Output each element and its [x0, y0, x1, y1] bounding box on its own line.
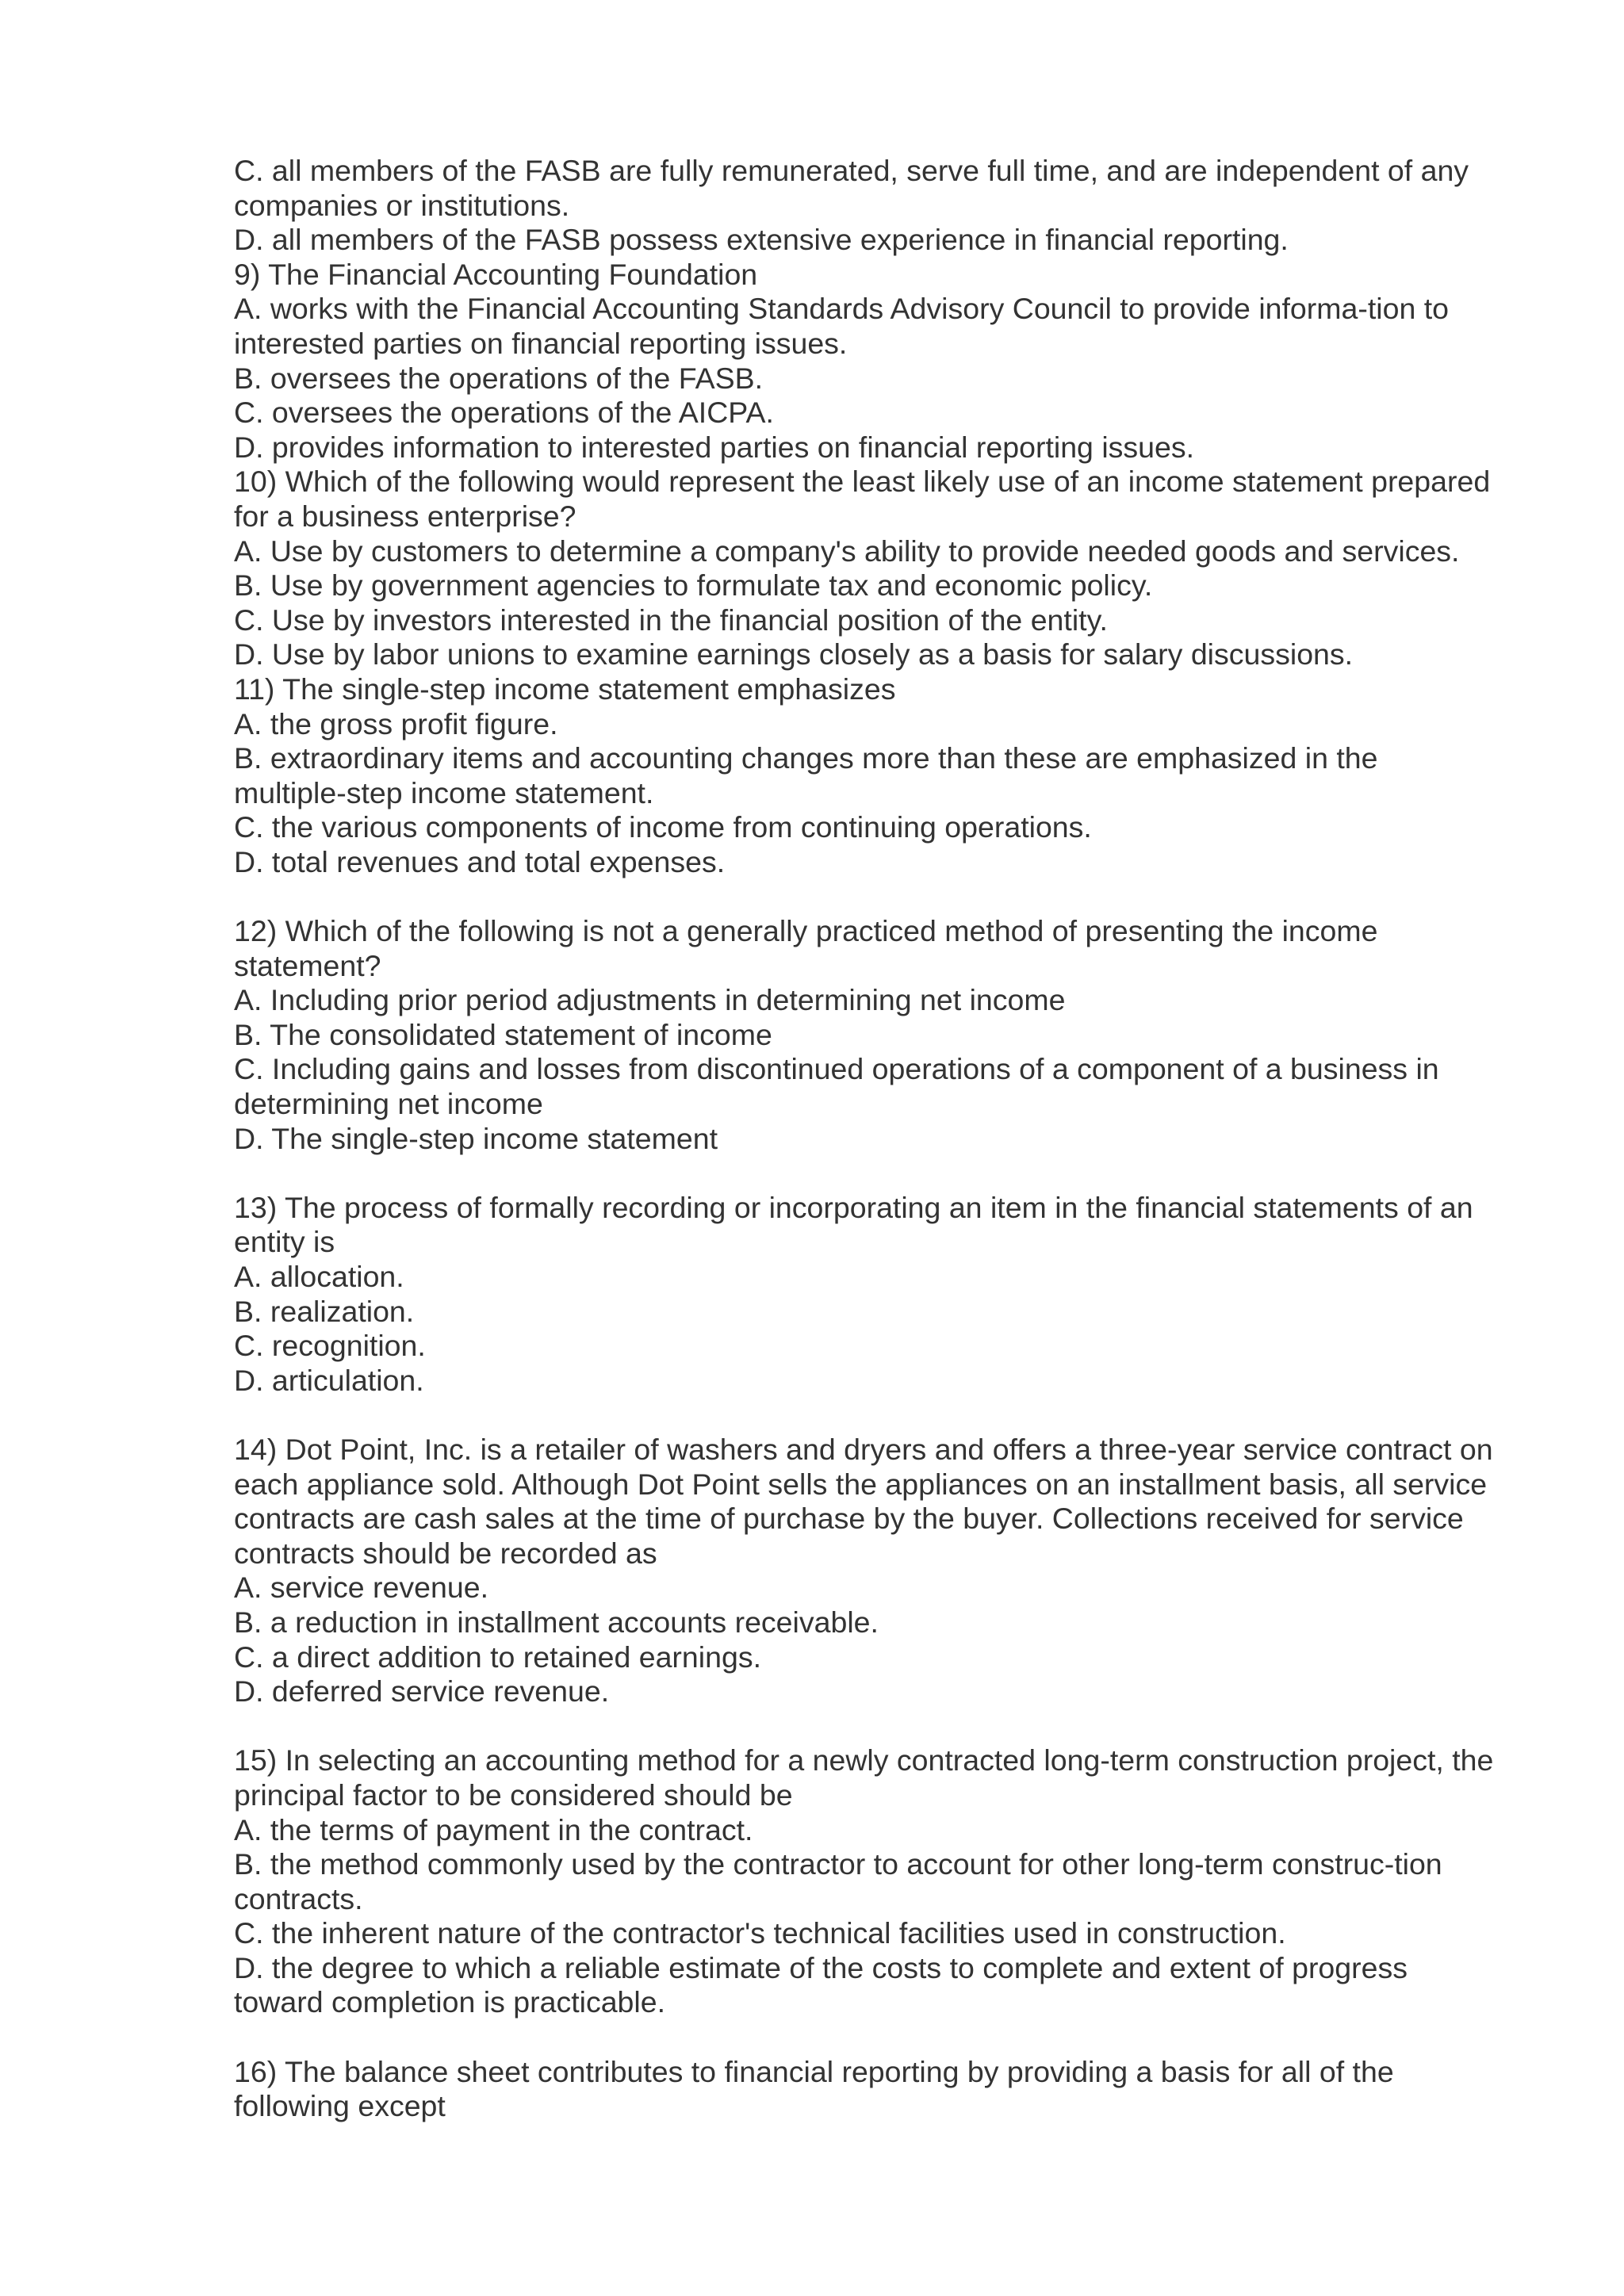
text-line: D. total revenues and total expenses. [234, 844, 726, 878]
document-body [234, 154, 1534, 2124]
text-line: C. all members of the FASB are fully remunerated, serve full time, and are independent of any [234, 154, 1469, 187]
text-line: toward completion is practicable. [234, 1985, 666, 2019]
text-line: each appliance sold. Although Dot Point sells the appliances on an installment basis, all service [234, 1467, 1488, 1501]
paragraph-gap [234, 1398, 1534, 1433]
text-line: A. Use by customers to determine a company's ability to provide needed goods and services. [234, 534, 1460, 568]
question-block [234, 1433, 1534, 1709]
text-line: D. Use by labor unions to examine earnings closely as a basis for salary discussions. [234, 637, 1354, 672]
text-line: D. deferred service revenue. [234, 1674, 610, 1709]
question-block [234, 1743, 1534, 2020]
text-line: D. the degree to which a reliable estimate of the costs to complete and extent of progress [234, 1950, 1408, 1984]
text-line: 9) The Financial Accounting Foundation [234, 257, 758, 291]
question-block [234, 1191, 1534, 1399]
text-line: 14) Dot Point, Inc. is a retailer of washers and dryers and offers a three-year service contract on [234, 1432, 1493, 1466]
text-line: 10) Which of the following would represent the least likely use of an income statement prepared [234, 465, 1491, 499]
text-line: 11) The single-step income statement emphasizes [234, 672, 896, 706]
text-line: 15) In selecting an accounting method for a newly contracted long-term construction project, the [234, 1743, 1494, 1777]
text-line: A. Including prior period adjustments in determining net income [234, 983, 1066, 1017]
text-line: 13) The process of formally recording or incorporating an item in the financial statements of an [234, 1190, 1473, 1224]
question-block [234, 2055, 1534, 2124]
text-line: B. extraordinary items and accounting changes more than these are emphasized in the [234, 741, 1378, 775]
question-block [234, 914, 1534, 1156]
text-line: C. Including gains and losses from discontinued operations of a component of a business in [234, 1052, 1439, 1086]
text-line: multiple-step income statement. [234, 775, 654, 809]
text-line: following except [234, 2089, 446, 2123]
text-line: C. the various components of income from continuing operations. [234, 810, 1092, 844]
question-block [234, 154, 1534, 879]
text-line: 12) Which of the following is not a generally practiced method of presenting the income [234, 914, 1378, 948]
text-line: contracts should be recorded as [234, 1536, 657, 1570]
text-line: B. oversees the operations of the FASB. [234, 361, 764, 395]
text-line: interested parties on financial reporting issues. [234, 326, 848, 360]
text-line: entity is [234, 1225, 335, 1259]
text-line: D. articulation. [234, 1363, 424, 1397]
text-line: B. realization. [234, 1294, 415, 1328]
text-line: D. provides information to interested parties on financial reporting issues. [234, 430, 1195, 464]
text-line: B. The consolidated statement of income [234, 1017, 772, 1051]
paragraph-gap [234, 1156, 1534, 1191]
text-line: companies or institutions. [234, 188, 570, 222]
text-line: contracts. [234, 1881, 363, 1915]
text-line: determining net income [234, 1087, 543, 1121]
text-line: principal factor to be considered should be [234, 1777, 793, 1812]
text-line: statement? [234, 948, 381, 982]
text-line: for a business enterprise? [234, 499, 576, 533]
paragraph-gap [234, 879, 1534, 914]
text-line: C. the inherent nature of the contractor's technical facilities used in construction. [234, 1916, 1286, 1950]
text-line: C. a direct addition to retained earnings. [234, 1640, 761, 1674]
text-line: 16) The balance sheet contributes to financial reporting by providing a basis for all of the [234, 2054, 1394, 2088]
text-line: C. Use by investors interested in the financial position of the entity. [234, 603, 1108, 637]
text-line: A. the terms of payment in the contract. [234, 1812, 753, 1846]
text-line: contracts are cash sales at the time of purchase by the buyer. Collections received for service [234, 1502, 1464, 1536]
text-line: A. the gross profit figure. [234, 706, 558, 740]
paragraph-gap [234, 1709, 1534, 1744]
text-line: C. oversees the operations of the AICPA. [234, 396, 774, 430]
text-line: C. recognition. [234, 1329, 426, 1363]
text-line: A. service revenue. [234, 1571, 488, 1605]
text-line: D. all members of the FASB possess extensive experience in financial reporting. [234, 223, 1289, 257]
text-line: B. the method commonly used by the contractor to account for other long-term construc-tion [234, 1847, 1442, 1881]
text-line: B. Use by government agencies to formulate tax and economic policy. [234, 568, 1153, 603]
text-line: A. works with the Financial Accounting Standards Advisory Council to provide informa-tion to [234, 292, 1450, 326]
text-line: D. The single-step income statement [234, 1121, 718, 1155]
text-line: A. allocation. [234, 1260, 404, 1293]
paragraph-gap [234, 2020, 1534, 2055]
text-line: B. a reduction in installment accounts receivable. [234, 1605, 879, 1639]
